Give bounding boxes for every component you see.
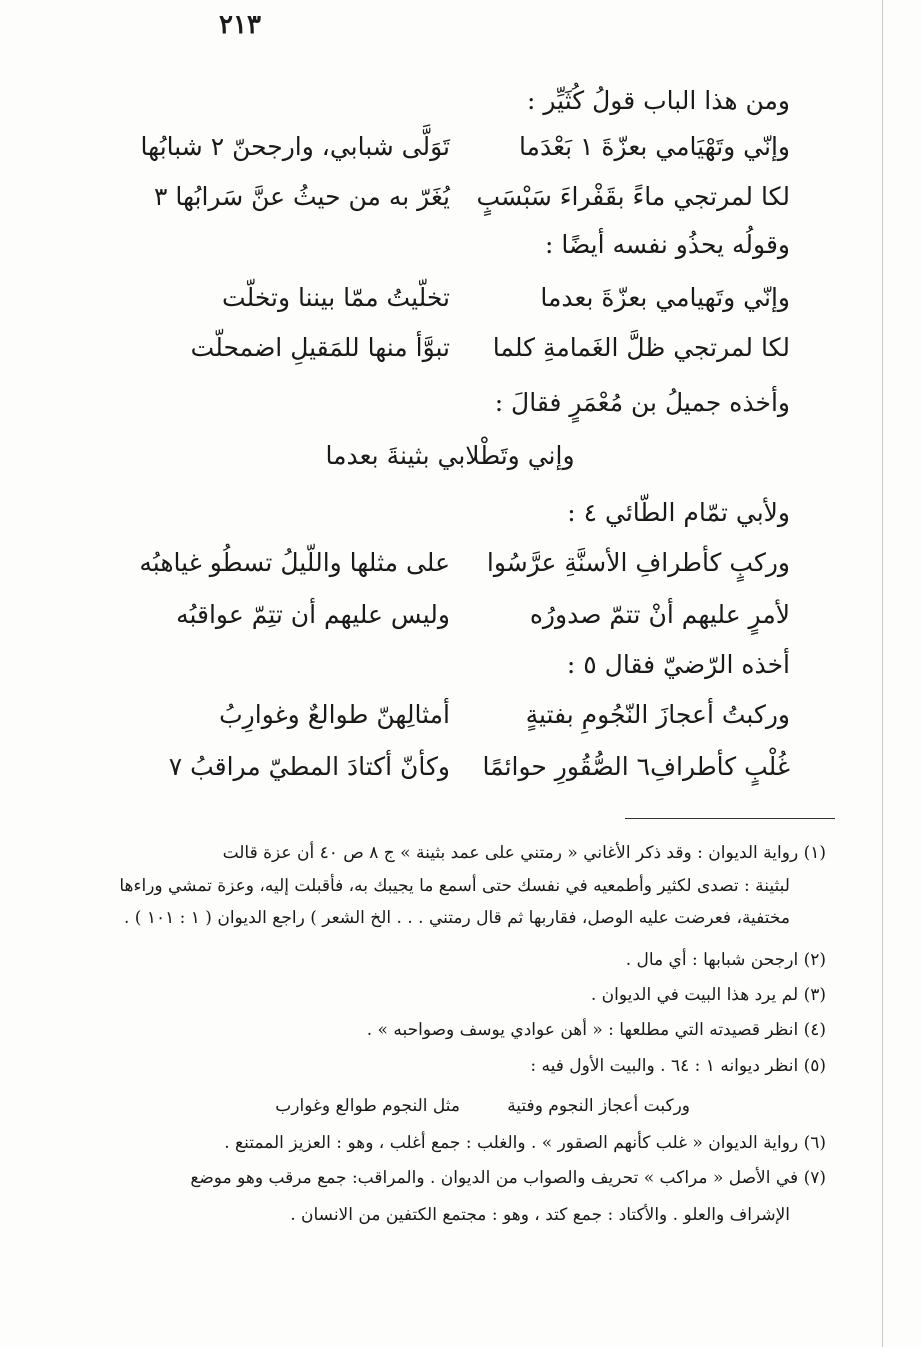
intro-line: وقولُه يحذُو نفسه أيضًا : <box>545 230 790 259</box>
footnote-continuation: لبثينة : تصدى لكثير وأطمعيه في نفسك حتى أسمع ما يجيبك به، فأقبلت إليه، وعزة تمشي وراءها <box>119 876 790 896</box>
footnote-verse-first-hemistich: وركبت أعجاز النجوم وفتية <box>507 1096 690 1116</box>
verse-line <box>110 182 790 218</box>
footnote-number: (٣) <box>803 985 826 1005</box>
verse-second-hemistich: على مثلها واللّيلُ تسطُو غياهبُه <box>139 548 450 577</box>
single-hemistich: وإني وتَطْلابي بثينةَ بعدما <box>325 441 575 470</box>
verse-line <box>110 283 790 319</box>
verse-second-hemistich: أمثالِهنّ طوالعٌ وغوارِبُ <box>219 700 450 729</box>
footnote <box>126 1056 826 1076</box>
footnote-number: (٢) <box>803 950 826 970</box>
verse-line <box>110 548 790 584</box>
footnote-text: رواية الديوان : وقد ذكر الأغاني « رمتني على عمد بثينة » ج ٨ ص ٤٠ أن عزة قالت <box>222 843 799 863</box>
verse-first-hemistich: غُلْبٍ كأطرافِ٦ الصُّقُورِ حوائمًا <box>482 752 790 781</box>
intro-line: ومن هذا الباب قولُ كُثَيِّر : <box>527 86 790 115</box>
verse-first-hemistich: وإنّي وتَهيامي بعزّةَ بعدما <box>540 283 790 312</box>
footnote-number: (٧) <box>803 1168 826 1188</box>
verse-first-hemistich: لكا لمرتجي ماءً بقَفْراءَ سَبْسَبٍ <box>476 182 790 211</box>
footnote <box>126 1020 826 1040</box>
footnote-verse-second-hemistich: مثل النجوم طوالع وغوارب <box>275 1096 460 1116</box>
verse-second-hemistich: تخلّيتُ ممّا بيننا وتخلّت <box>222 283 450 312</box>
verse-first-hemistich: لأمرٍ عليهم أنْ تتمّ صدورُه <box>529 600 790 629</box>
verse-first-hemistich: وإنّي وتَهْيَامي بعزّةَ ١ بَعْدَما <box>518 132 790 161</box>
footnote-text: لم يرد هذا البيت في الديوان . <box>590 985 799 1005</box>
verse-first-hemistich: وركبٍ كأطرافِ الأسنَّةِ عرَّسُوا <box>486 548 790 577</box>
verse-second-hemistich: وليس عليهم أن تتِمّ عواقبُه <box>176 600 450 629</box>
footnote <box>126 1168 826 1188</box>
verse-line <box>110 700 790 736</box>
verse-line <box>110 132 790 168</box>
verse-second-hemistich: تبوَّأ منها للمَقيلِ اضمحلّت <box>190 333 450 362</box>
footnote-number: (٥) <box>803 1056 826 1076</box>
footnote-verse <box>110 1096 790 1120</box>
footnote-number: (٦) <box>803 1133 826 1153</box>
footnote-text: رواية الديوان « غلب كأنهم الصقور » . والغلب : جمع أغلب ، وهو : العزيز الممتنع . <box>224 1133 799 1153</box>
footnote-number: (٤) <box>803 1020 826 1040</box>
footnote-text: انظر ديوانه ١ : ٦٤ . والبيت الأول فيه : <box>530 1056 799 1076</box>
footnote <box>126 843 826 863</box>
footnote-separator <box>625 818 835 819</box>
verse-second-hemistich: تَوَلَّى شبابي، وارجحنّ ٢ شبابُها <box>140 132 450 161</box>
footnote-text: في الأصل « مراكب » تحريف والصواب من الديوان . والمراقب: جمع مرقب وهو موضع <box>190 1168 799 1188</box>
footnote-continuation: الإشراف والعلو . والأكتاد : جمع كتد ، وهو : مجتمع الكتفين من الانسان . <box>290 1205 790 1225</box>
verse-first-hemistich: وركبتُ أعجازَ النّجُومِ بفتيةٍ <box>525 700 790 729</box>
footnote <box>126 950 826 970</box>
footnote-continuation: مختفية، فعرضت عليه الوصل، فقاربها ثم قال رمتني . . . الخ الشعر ) راجع الديوان ( ١ : ١٠١ ) . <box>123 908 790 928</box>
verse-line <box>110 600 790 636</box>
page-edge-rule <box>882 0 883 1347</box>
verse-line <box>110 752 790 788</box>
verse-second-hemistich: وكأنّ أكتادَ المطيّ مراقبُ ٧ <box>168 752 450 781</box>
footnote-text: ارجحن شبابها : أي مال . <box>625 950 799 970</box>
intro-line: وأخذه جميلُ بن مُعْمَرٍ فقالَ : <box>494 388 790 417</box>
footnote <box>126 1133 826 1153</box>
verse-second-hemistich: يُغَرّ به من حيثُ عنَّ سَرابُها ٣ <box>154 182 450 211</box>
intro-line: أخذه الرّضيّ فقال ٥ : <box>566 650 790 679</box>
verse-line <box>110 333 790 369</box>
footnote <box>126 985 826 1005</box>
intro-line: ولأبي تمّام الطّائي ٤ : <box>567 498 790 527</box>
footnote-text: انظر قصيدته التي مطلعها : « أهن عوادي يوسف وصواحبه » . <box>366 1020 799 1040</box>
footnote-number: (١) <box>803 843 826 863</box>
page-number: ٢١٣ <box>219 10 261 40</box>
verse-first-hemistich: لكا لمرتجي ظلَّ الغَمامةِ كلما <box>492 333 790 362</box>
